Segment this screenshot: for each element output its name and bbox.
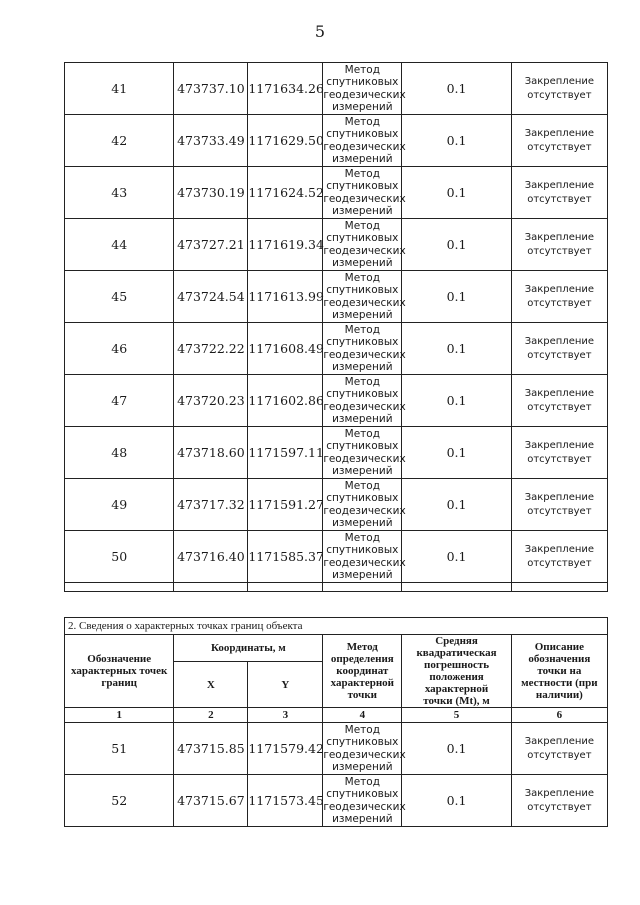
point-id: 46 xyxy=(65,323,174,375)
boundary-points-table xyxy=(64,617,608,827)
accuracy-cell: 0.1 xyxy=(402,115,511,167)
coord-y: 1171629.50 xyxy=(248,115,323,167)
method-cell: Метод спутниковых геодезических измерений xyxy=(323,167,406,217)
method-cell: Метод спутниковых геодезических измерений xyxy=(323,219,406,269)
coord-x: 473715.85 xyxy=(174,723,248,775)
coord-y: 1171619.34 xyxy=(248,219,323,271)
point-id: 48 xyxy=(65,427,174,479)
table-row xyxy=(65,323,608,375)
point-id: 42 xyxy=(65,115,174,167)
column-number: 6 xyxy=(511,708,607,723)
point-id: 41 xyxy=(65,63,174,115)
coord-x: 473715.67 xyxy=(174,775,248,827)
column-number: 5 xyxy=(402,708,511,723)
method-cell: Метод спутниковых геодезических измерений xyxy=(323,63,406,113)
accuracy-cell: 0.1 xyxy=(402,375,511,427)
description-cell: Закрепление отсутствует xyxy=(511,323,607,375)
coord-x: 473720.23 xyxy=(174,375,248,427)
description-cell: Закрепление отсутствует xyxy=(511,479,607,531)
description-cell: Закрепление отсутствует xyxy=(511,775,607,827)
method-cell: Метод спутниковых геодезических измерений xyxy=(323,323,406,373)
accuracy-cell: 0.1 xyxy=(402,531,511,583)
coord-y: 1171591.27 xyxy=(248,479,323,531)
description-cell: Закрепление отсутствует xyxy=(511,375,607,427)
method-cell: Метод спутниковых геодезических измерений xyxy=(323,271,406,321)
table-row xyxy=(65,63,608,115)
table-row xyxy=(65,479,608,531)
description-cell: Закрепление отсутствует xyxy=(511,63,607,115)
description-cell: Закрепление отсутствует xyxy=(511,219,607,271)
coord-x: 473733.49 xyxy=(174,115,248,167)
table-row xyxy=(65,271,608,323)
method-cell: Метод спутниковых геодезических измерений xyxy=(323,427,406,477)
point-id: 50 xyxy=(65,531,174,583)
page-number: 5 xyxy=(314,22,326,41)
description-cell: Закрепление отсутствует xyxy=(511,167,607,219)
method-cell: Метод спутниковых геодезических измерений xyxy=(323,775,406,825)
point-id: 52 xyxy=(65,775,174,827)
coord-y: 1171573.45 xyxy=(248,775,323,827)
accuracy-cell: 0.1 xyxy=(402,63,511,115)
table-row xyxy=(65,775,608,827)
accuracy-cell: 0.1 xyxy=(402,775,511,827)
method-cell: Метод спутниковых геодезических измерений xyxy=(323,723,406,773)
accuracy-cell: 0.1 xyxy=(402,479,511,531)
coord-x: 473737.10 xyxy=(174,63,248,115)
coord-y: 1171597.11 xyxy=(248,427,323,479)
table-row xyxy=(65,531,608,583)
description-cell: Закрепление отсутствует xyxy=(511,723,607,775)
coord-y: 1171579.42 xyxy=(248,723,323,775)
header-y: Y xyxy=(248,662,323,708)
coord-x: 473716.40 xyxy=(174,531,248,583)
method-cell: Метод спутниковых геодезических измерений xyxy=(323,115,406,165)
coord-x: 473727.21 xyxy=(174,219,248,271)
table-end-row xyxy=(65,583,608,592)
accuracy-cell: 0.1 xyxy=(402,427,511,479)
description-cell: Закрепление отсутствует xyxy=(511,115,607,167)
point-id: 45 xyxy=(65,271,174,323)
accuracy-cell: 0.1 xyxy=(402,723,511,775)
method-cell: Метод спутниковых геодезических измерений xyxy=(323,531,406,581)
header-method: Метод определения координат характерной точки xyxy=(323,635,402,708)
description-cell: Закрепление отсутствует xyxy=(511,427,607,479)
header-accuracy: Средняя квадратическая погрешность положения характерной точки (Mt), м xyxy=(402,635,511,708)
coord-x: 473717.32 xyxy=(174,479,248,531)
header-description: Описание обозначения точки на местности (при наличии) xyxy=(511,635,607,708)
point-id: 49 xyxy=(65,479,174,531)
coord-x: 473730.19 xyxy=(174,167,248,219)
table-row xyxy=(65,115,608,167)
header-designation: Обозначение характерных точек границ xyxy=(65,635,174,708)
method-cell: Метод спутниковых геодезических измерений xyxy=(323,375,406,425)
coord-x: 473722.22 xyxy=(174,323,248,375)
method-cell: Метод спутниковых геодезических измерений xyxy=(323,479,406,529)
column-number: 1 xyxy=(65,708,174,723)
accuracy-cell: 0.1 xyxy=(402,323,511,375)
table-caption: 2. Сведения о характерных точках границ объекта xyxy=(65,618,608,635)
coord-y: 1171602.86 xyxy=(248,375,323,427)
accuracy-cell: 0.1 xyxy=(402,219,511,271)
coord-x: 473718.60 xyxy=(174,427,248,479)
column-number: 3 xyxy=(248,708,323,723)
coord-y: 1171624.52 xyxy=(248,167,323,219)
table-row xyxy=(65,375,608,427)
table-row xyxy=(65,167,608,219)
accuracy-cell: 0.1 xyxy=(402,167,511,219)
description-cell: Закрепление отсутствует xyxy=(511,531,607,583)
point-id: 51 xyxy=(65,723,174,775)
header-x: X xyxy=(174,662,248,708)
point-id: 43 xyxy=(65,167,174,219)
description-cell: Закрепление отсутствует xyxy=(511,271,607,323)
table-row xyxy=(65,219,608,271)
header-coordinates: Координаты, м xyxy=(174,635,323,662)
coord-y: 1171634.26 xyxy=(248,63,323,115)
coord-x: 473724.54 xyxy=(174,271,248,323)
column-number: 4 xyxy=(323,708,402,723)
column-number: 2 xyxy=(174,708,248,723)
point-id: 44 xyxy=(65,219,174,271)
point-id: 47 xyxy=(65,375,174,427)
coord-y: 1171608.49 xyxy=(248,323,323,375)
table-row xyxy=(65,723,608,775)
coord-y: 1171585.37 xyxy=(248,531,323,583)
coord-y: 1171613.99 xyxy=(248,271,323,323)
points-table-continued xyxy=(64,62,608,592)
accuracy-cell: 0.1 xyxy=(402,271,511,323)
table-row xyxy=(65,427,608,479)
